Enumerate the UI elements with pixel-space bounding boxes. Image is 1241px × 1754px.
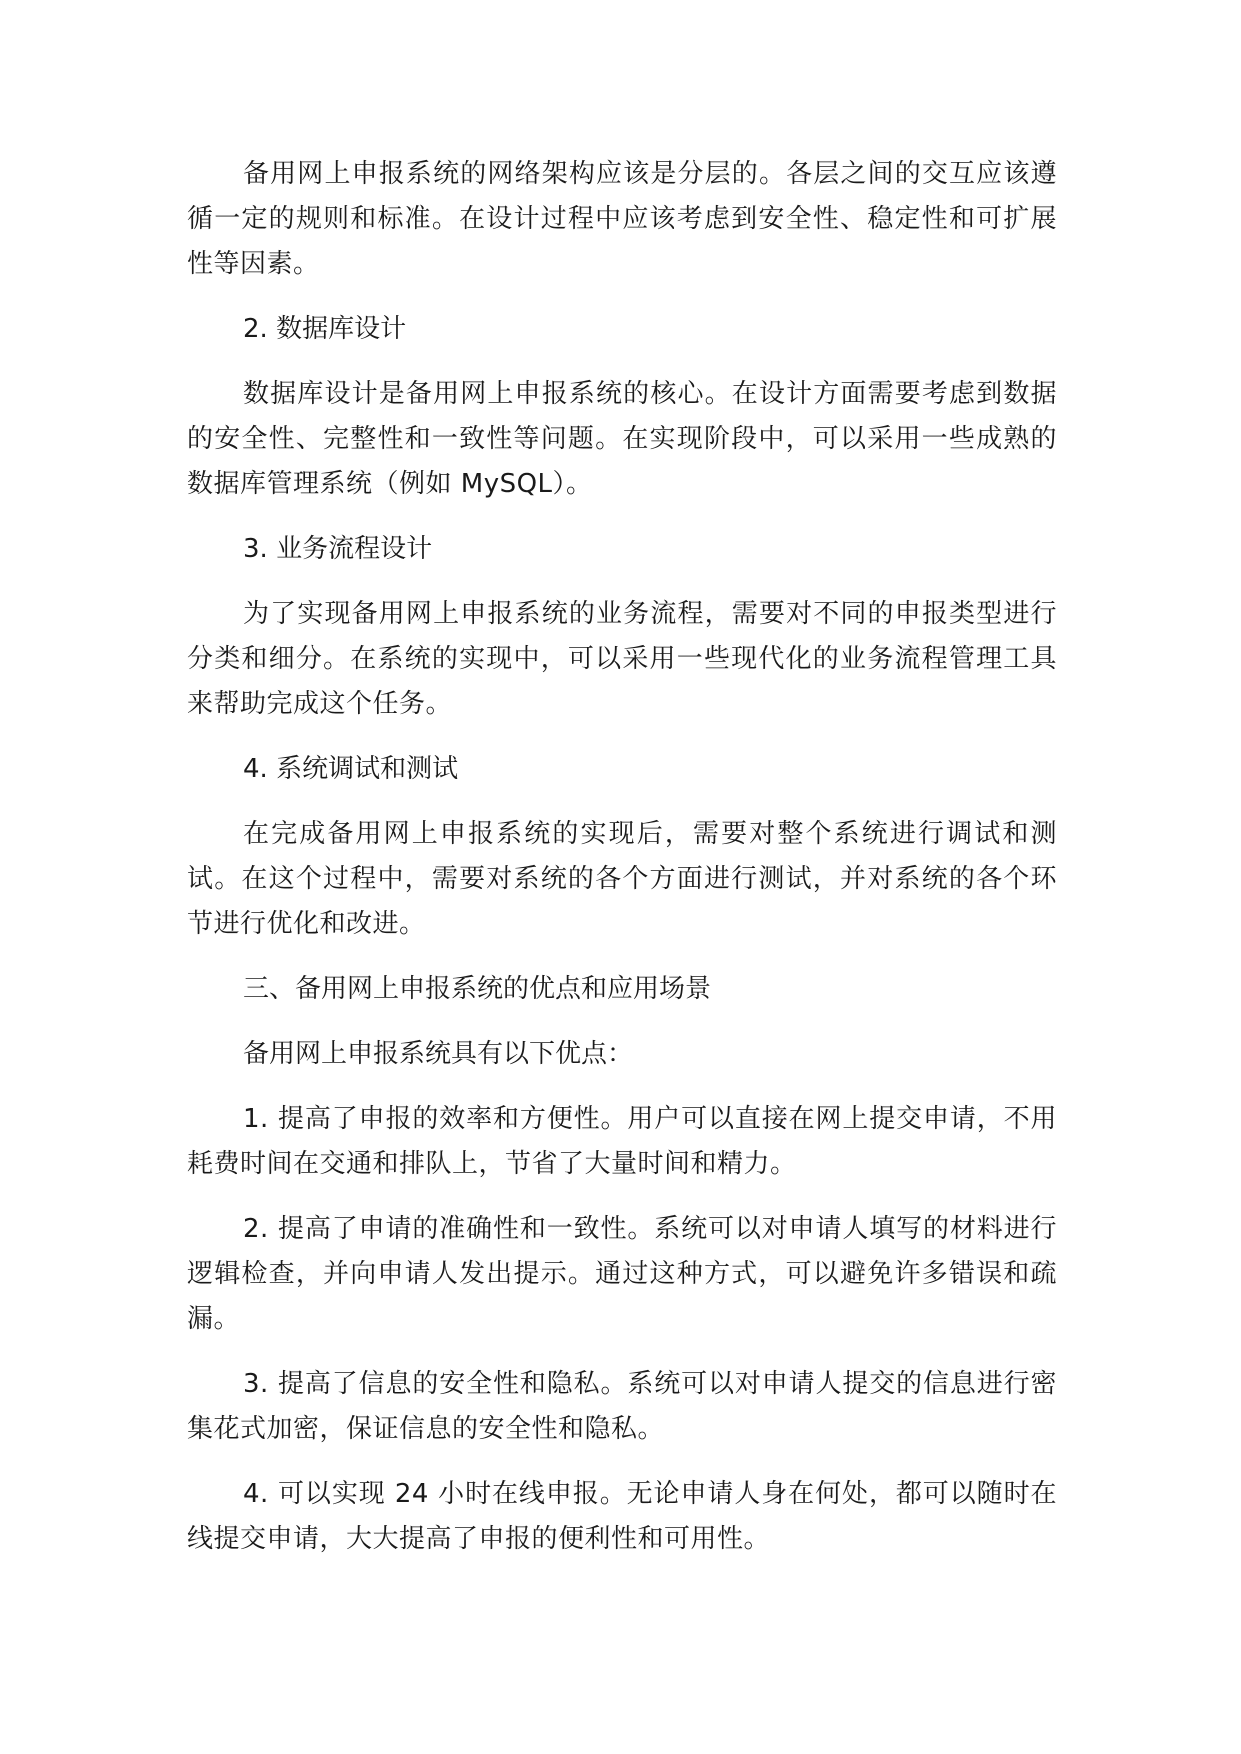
section-heading-business-process: 3. 业务流程设计: [243, 534, 433, 564]
paragraph-debug-test: 在完成备用网上申报系统的实现后，需要对整个系统进行调试和测试。在这个过程中，需要对系统的各个方面进行测试，并对系统的各个环节进行优化和改进。: [187, 819, 1057, 939]
advantage-item-efficiency: 1. 提高了申报的效率和方便性。用户可以直接在网上提交申请，不用耗费时间在交通和排队上，节省了大量时间和精力。: [187, 1104, 1057, 1179]
paragraph-network-architecture: 备用网上申报系统的网络架构应该是分层的。各层之间的交互应该遵循一定的规则和标准。在设计过程中应该考虑到安全性、稳定性和可扩展性等因素。: [187, 159, 1057, 279]
advantage-item-24h-online: 4. 可以实现 24 小时在线申报。无论申请人身在何处，都可以随时在线提交申请，大大提高了申报的便利性和可用性。: [187, 1479, 1057, 1554]
section-heading-database-design: 2. 数据库设计: [243, 314, 407, 344]
document-body: [187, 152, 1057, 1582]
chapter-heading-advantages: 三、备用网上申报系统的优点和应用场景: [243, 974, 712, 1004]
advantage-item-security: 3. 提高了信息的安全性和隐私。系统可以对申请人提交的信息进行密集花式加密，保证信息的安全性和隐私。: [187, 1369, 1057, 1444]
section-heading-debug-test: 4. 系统调试和测试: [243, 754, 459, 784]
advantage-item-accuracy: 2. 提高了申请的准确性和一致性。系统可以对申请人填写的材料进行逻辑检查，并向申请人发出提示。通过这种方式，可以避免许多错误和疏漏。: [187, 1214, 1057, 1334]
paragraph-business-process: 为了实现备用网上申报系统的业务流程，需要对不同的申报类型进行分类和细分。在系统的实现中，可以采用一些现代化的业务流程管理工具来帮助完成这个任务。: [187, 599, 1057, 719]
paragraph-database-design: 数据库设计是备用网上申报系统的核心。在设计方面需要考虑到数据的安全性、完整性和一致性等问题。在实现阶段中，可以采用一些成熟的数据库管理系统（例如 MySQL）。: [187, 379, 1057, 499]
advantages-intro: 备用网上申报系统具有以下优点：: [243, 1039, 634, 1069]
